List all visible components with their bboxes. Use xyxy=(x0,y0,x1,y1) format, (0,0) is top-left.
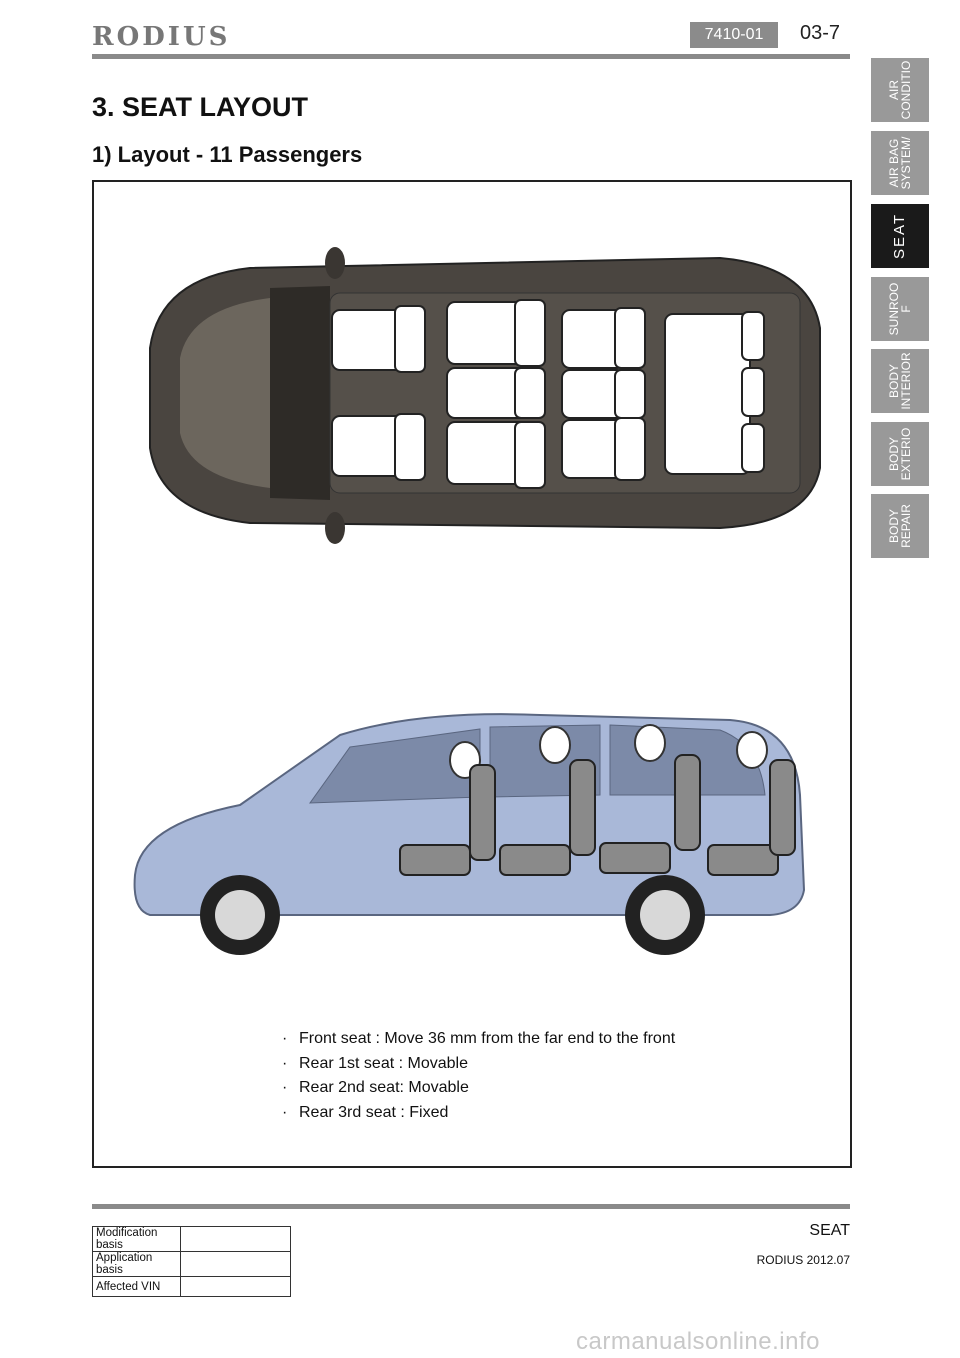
tab-body-exterior[interactable] xyxy=(871,422,929,486)
modification-basis-label: Modification basis xyxy=(93,1227,181,1252)
bullet-mark: · xyxy=(282,1079,288,1096)
note-text: Rear 1st seat : Movable xyxy=(299,1054,468,1072)
footer-model-date: RODIUS 2012.07 xyxy=(756,1253,850,1267)
application-basis-value xyxy=(181,1252,291,1277)
tab-label: AIR BAG SYSTEM/ xyxy=(887,136,913,190)
tab-label: SEAT xyxy=(891,212,908,260)
list-item xyxy=(282,1055,675,1080)
car-side-view-illustration xyxy=(120,705,820,975)
affected-vin-label: Affected VIN xyxy=(93,1277,181,1297)
modification-basis-value xyxy=(181,1227,291,1252)
tab-seat[interactable] xyxy=(871,204,929,268)
bullet-mark: · xyxy=(282,1030,288,1047)
document-code-badge: 7410-01 xyxy=(690,22,778,48)
tab-sunroof[interactable] xyxy=(871,277,929,341)
watermark: carmanualsonline.info xyxy=(576,1328,820,1355)
list-item xyxy=(282,1079,675,1104)
table-row xyxy=(93,1227,291,1252)
rodius-logo: RODIUS xyxy=(92,22,231,52)
table-row xyxy=(93,1277,291,1297)
seat-movement-notes xyxy=(282,1030,675,1128)
note-text: Rear 3rd seat : Fixed xyxy=(299,1103,449,1121)
tab-air-bag-system[interactable] xyxy=(871,131,929,195)
tab-label: BODY INTERIOR xyxy=(887,352,913,410)
application-basis-label: Application basis xyxy=(93,1252,181,1277)
tab-body-repair[interactable] xyxy=(871,494,929,558)
note-text: Front seat : Move 36 mm from the far end to the front xyxy=(299,1030,676,1047)
tab-body-interior[interactable] xyxy=(871,349,929,413)
subsection-title: 1) Layout - 11 Passengers xyxy=(92,142,363,167)
bullet-mark: · xyxy=(282,1103,288,1121)
page-number: 03-7 xyxy=(800,22,841,44)
car-top-view-illustration xyxy=(120,238,830,548)
tab-label: AIR CONDITIO xyxy=(887,60,913,120)
section-title: 3. SEAT LAYOUT xyxy=(92,92,309,122)
note-text: Rear 2nd seat: Movable xyxy=(299,1079,469,1096)
list-item xyxy=(282,1104,675,1129)
list-item xyxy=(282,1030,675,1055)
tab-label: BODY REPAIR xyxy=(887,504,913,548)
tab-label: SUNROO F xyxy=(887,282,913,336)
tab-label: BODY EXTERIO xyxy=(887,427,913,481)
tab-air-conditioning[interactable] xyxy=(871,58,929,122)
footer-rule xyxy=(92,1204,850,1209)
modification-table xyxy=(92,1226,291,1297)
table-row xyxy=(93,1252,291,1277)
footer-section-name: SEAT xyxy=(809,1222,850,1239)
bullet-mark: · xyxy=(282,1054,288,1072)
affected-vin-value xyxy=(181,1277,291,1297)
header-rule xyxy=(92,54,850,59)
